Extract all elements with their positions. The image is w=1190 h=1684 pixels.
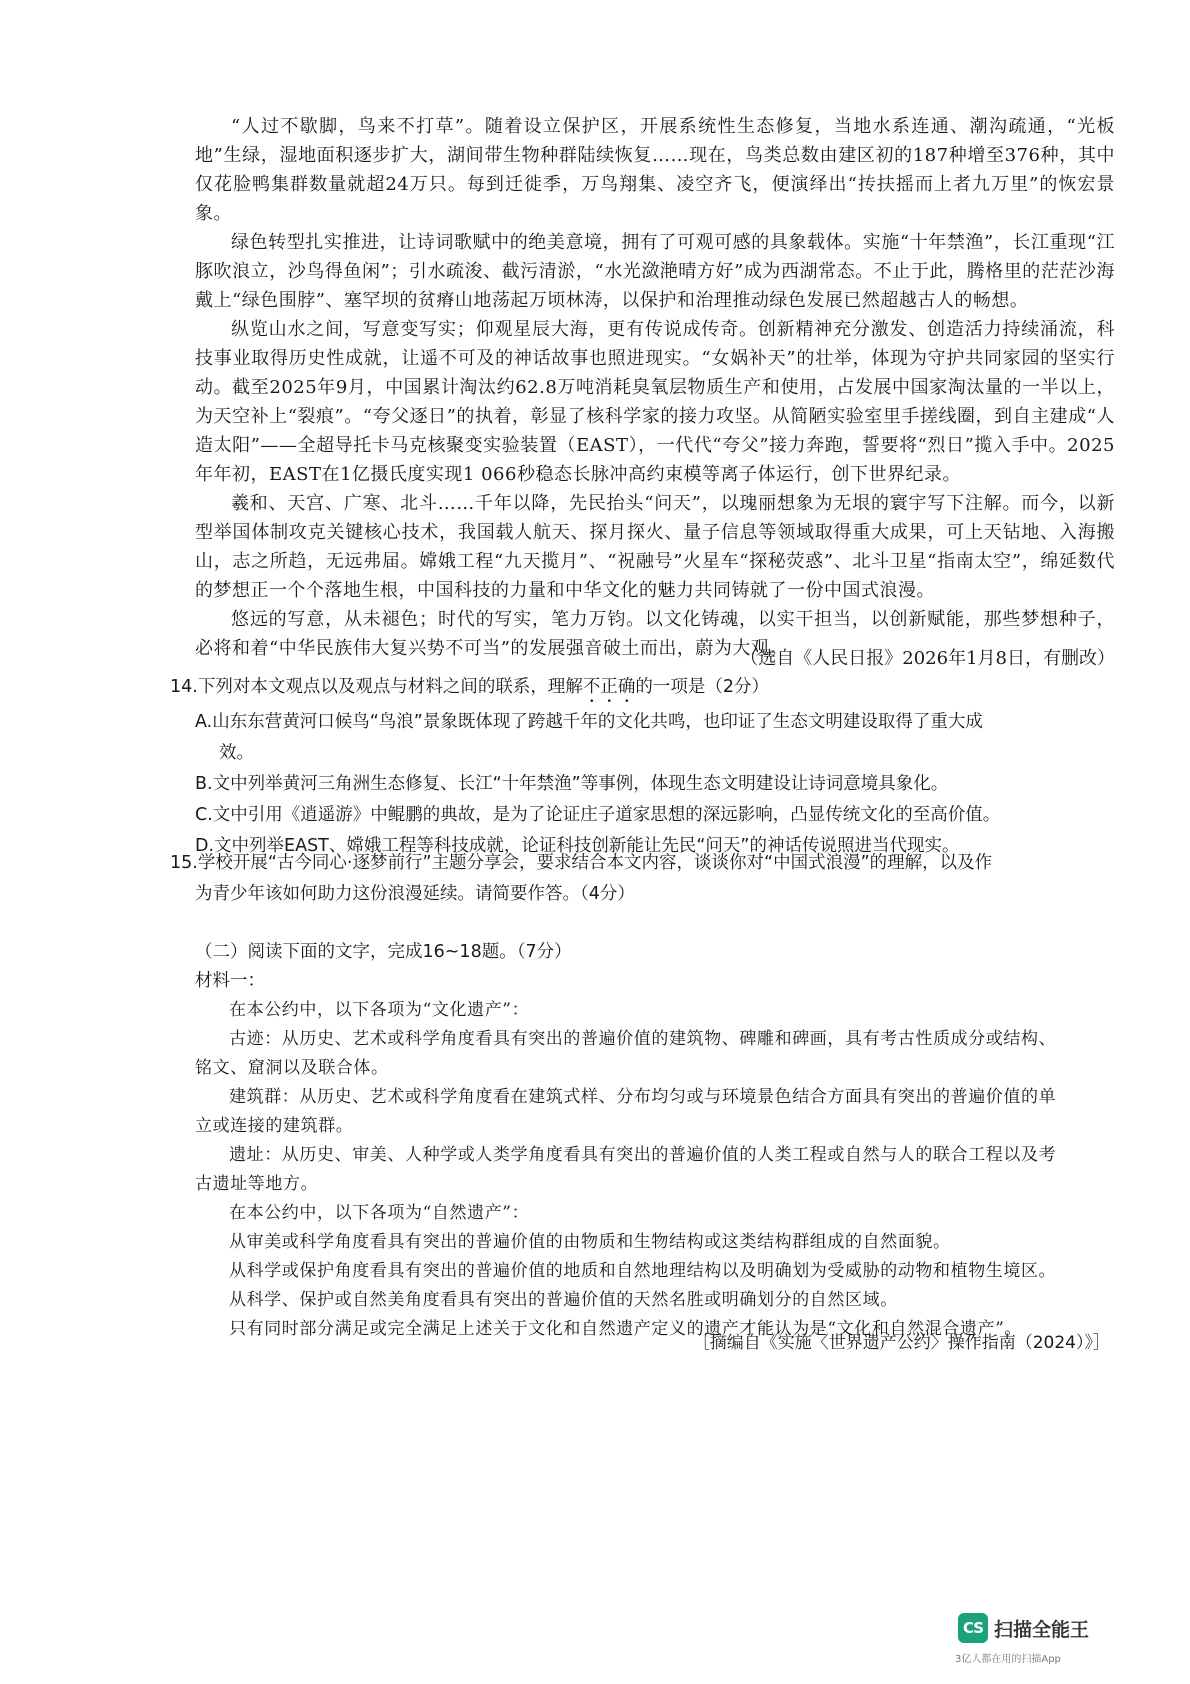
question-15-line-2: 为青少年该如何助力这份浪漫延续。请简要作答。（4分） bbox=[195, 884, 635, 904]
question-15 bbox=[170, 848, 1100, 910]
passage-body bbox=[195, 112, 1115, 663]
material-line-6: 从审美或科学角度看具有突出的普遍价值的由物质和生物结构或这类结构群组成的自然面貌。 bbox=[229, 1232, 951, 1252]
section-2 bbox=[195, 938, 1065, 1344]
material-line-5: 在本公约中，以下各项为“自然遗产”： bbox=[229, 1203, 530, 1223]
material-line-4: 遗址：从历史、审美、人种学或人类学角度看具有突出的普遍价值的人类工程或自然与人的联合工程以及考古遗址等地方。 bbox=[195, 1145, 1057, 1194]
material-label: 材料一： bbox=[195, 971, 265, 991]
passage-paragraph-4: 羲和、天宫、广寒、北斗……千年以降，先民抬头“问天”，以瑰丽想象为无垠的寰宇写下注解。而今，以新型举国体制攻克关键核心技术，我国载人航天、探月探火、量子信息等领域取得重大成果，可上天钻地、入海搬山，志之所趋，无远弗届。嫦娥工程“九天揽月”、“祝融号”火星车“探秘荧惑”、北斗卫星“指南太空”，绵延数代的梦想正一个个落地生根，中国科技的力量和中华文化的魅力共同铸就了一份中国式浪漫。 bbox=[195, 493, 1115, 601]
watermark-tagline: 3亿人都在用的扫描App bbox=[955, 1654, 1061, 1665]
material-line-2: 古迹：从历史、艺术或科学角度看具有突出的普遍价值的建筑物、碑雕和碑画，具有考古性质成分或结构、铭文、窟洞以及联合体。 bbox=[195, 1029, 1057, 1078]
watermark-brand: 扫描全能王 bbox=[994, 1618, 1090, 1641]
option-c: C.文中引用《逍遥游》中鲲鹏的典故，是为了论证庄子道家思想的深远影响，凸显传统文化的至高价值。 bbox=[195, 805, 1001, 825]
question-15-line-1: 15.学校开展“古今同心·逐梦前行”主题分享会，要求结合本文内容，谈谈你对“中国式浪漫”的理解，以及作 bbox=[170, 853, 993, 873]
option-d: D.文中列举EAST、嫦娥工程等科技成就，论证科技创新能让先民“问天”的神话传说照进当代现实。 bbox=[195, 836, 960, 856]
passage-paragraph-3: 纵览山水之间，写意变写实；仰观星辰大海，更有传说成传奇。创新精神充分激发、创造活力持续涌流，科技事业取得历史性成就，让遥不可及的神话故事也照进现实。“女娲补天”的壮举，体现为守护共同家园的坚实行动。截至2025年9月，中国累计淘汰约62.8万吨消耗臭氧层物质生产和使用，占发展中国家淘汰量的一半以上，为天空补上“裂痕”。“夸父逐日”的执着，彰显了核科学家的接力攻坚。从简陋实验室里手搓线圈，到自主建成“人造太阳”——全超导托卡马克核聚变实验装置（EAST），一代代“夸父”接力奔跑，誓要将“烈日”揽入手中。2025年年初，EAST在1亿摄氏度实现1 066秒稳态长脉冲高约束模等离子体运行，创下世界纪录。 bbox=[195, 319, 1115, 485]
material-line-9: 只有同时部分满足或完全满足上述关于文化和自然遗产定义的遗产才能认为是“文化和自然混合遗产”。 bbox=[229, 1319, 1022, 1339]
passage-paragraph-1: “人过不歇脚，鸟来不打草”。随着设立保护区，开展系统性生态修复，当地水系连通、潮沟疏通，“光板地”生绿，湿地面积逐步扩大，湖间带生物种群陆续恢复……现在，鸟类总数由建区初的187种增至376种，其中仅花脸鸭集群数量就超24万只。每到迁徙季，万鸟翔集、凌空齐飞，便演绎出“抟扶摇而上者九万里”的恢宏景象。 bbox=[195, 116, 1115, 224]
material-line-1: 在本公约中，以下各项为“文化遗产”： bbox=[229, 1000, 530, 1020]
section-2-heading: （二）阅读下面的文字，完成16~18题。（7分） bbox=[195, 942, 572, 962]
material-line-3: 建筑群：从历史、艺术或科学角度看在建筑式样、分布均匀或与环境景色结合方面具有突出的普遍价值的单立或连接的建筑群。 bbox=[195, 1087, 1057, 1136]
passage-source: （选自《人民日报》2026年1月8日，有删改） bbox=[740, 648, 1115, 669]
passage-paragraph-2: 绿色转型扎实推进，让诗词歌赋中的绝美意境，拥有了可观可感的具象载体。实施“十年禁渔”，长江重现“江豚吹浪立，沙鸟得鱼闲”；引水疏浚、截污清淤，“水光潋滟晴方好”成为西湖常态。不止于此，腾格里的茫茫沙海戴上“绿色围脖”、塞罕坝的贫瘠山地荡起万顷林涛，以保护和治理推动绿色发展已然超越古人的畅想。 bbox=[195, 232, 1115, 311]
question-14 bbox=[170, 672, 1100, 862]
option-a: A.山东东营黄河口候鸟“鸟浪”景象既体现了跨越千年的文化共鸣，也印证了生态文明建设取得了重大成 bbox=[195, 712, 983, 732]
question-14-stem: 14.下列对本文观点以及观点与材料之间的联系，理解不正确的一项是（2分） bbox=[170, 677, 769, 697]
material-line-8: 从科学、保护或自然美角度看具有突出的普遍价值的天然名胜或明确划分的自然区域。 bbox=[229, 1290, 898, 1310]
material-source: ［摘编自《实施〈世界遗产公约〉操作指南（2024）》］ bbox=[692, 1333, 1110, 1353]
question-14-emphasis: 不正确 bbox=[582, 677, 636, 697]
material-line-7: 从科学或保护角度看具有突出的普遍价值的地质和自然地理结构以及明确划为受威胁的动物和植物生境区。 bbox=[229, 1261, 1057, 1281]
camscanner-logo-icon: CS bbox=[958, 1613, 988, 1643]
option-a-continued: 效。 bbox=[219, 743, 254, 763]
option-b: B.文中列举黄河三角洲生态修复、长江“十年禁渔”等事例，体现生态文明建设让诗词意境具象化。 bbox=[195, 774, 949, 794]
scanner-watermark bbox=[958, 1613, 1089, 1643]
passage-paragraph-5: 悠远的写意，从未褪色；时代的写实，笔力万钧。以文化铸魂，以实干担当，以创新赋能，那些梦想种子，必将和着“中华民族伟大复兴势不可当”的发展强音破土而出，蔚为大观。 bbox=[195, 609, 1115, 659]
